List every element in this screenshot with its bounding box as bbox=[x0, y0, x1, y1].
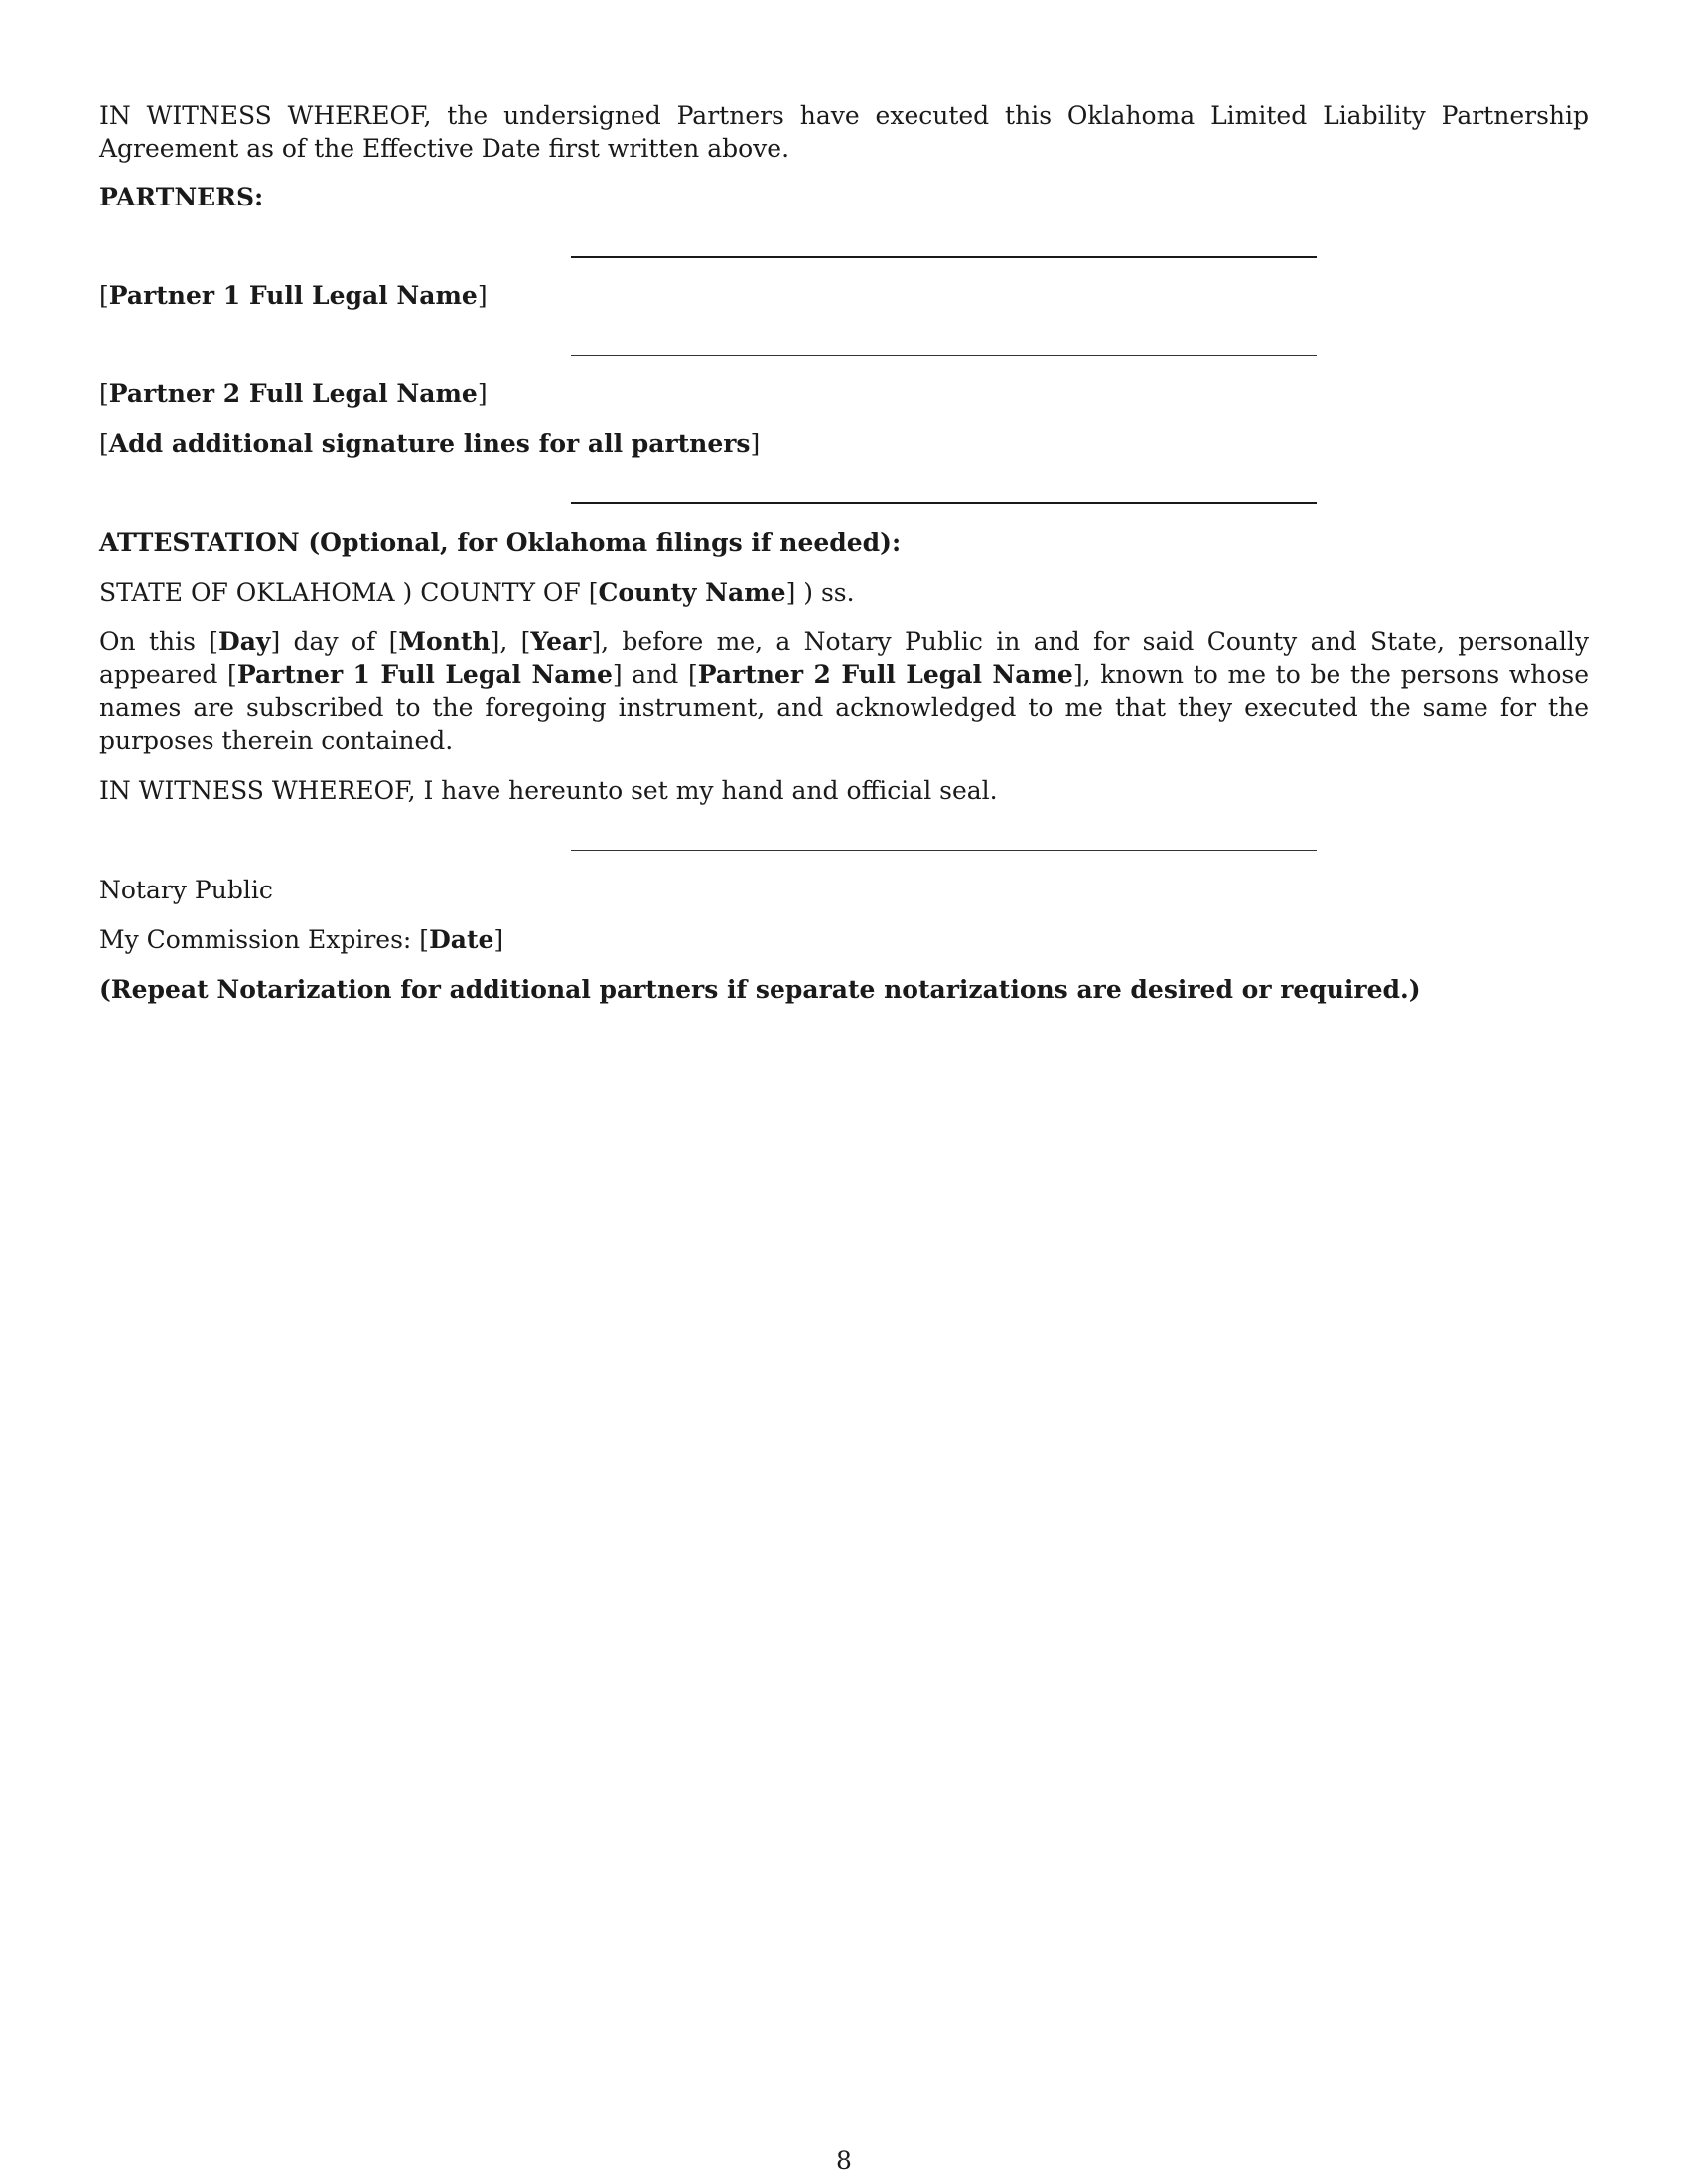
month-field: Month bbox=[398, 627, 491, 656]
venue-line: STATE OF OKLAHOMA ) COUNTY OF [County Name] ) ss. bbox=[99, 578, 855, 607]
county-name: County Name bbox=[598, 578, 786, 607]
commission-expires-line: My Commission Expires: [Date] bbox=[99, 925, 504, 954]
repeat-notarization-note: (Repeat Notarization for additional partners if separate notarizations are desired or required.) bbox=[99, 975, 1421, 1004]
partner-1-name: Partner 1 Full Legal Name bbox=[108, 281, 478, 310]
partner-1-signature-line bbox=[571, 256, 1317, 258]
year-field: Year bbox=[530, 627, 592, 656]
commission-date: Date bbox=[429, 925, 494, 954]
partner-2-signature-line bbox=[571, 355, 1317, 356]
attestation-heading: ATTESTATION (Optional, for Oklahoma filings if needed): bbox=[99, 528, 902, 557]
witness-seal-line: IN WITNESS WHEREOF, I have hereunto set my hand and official seal. bbox=[99, 776, 998, 805]
day-field: Day bbox=[218, 627, 271, 656]
partner-2-name-line: [Partner 2 Full Legal Name] bbox=[99, 379, 488, 408]
notary-public-label: Notary Public bbox=[99, 876, 273, 904]
partner-1-name-line: [Partner 1 Full Legal Name] bbox=[99, 281, 488, 310]
ack-partner-1-name: Partner 1 Full Legal Name bbox=[236, 660, 613, 689]
notary-signature-line bbox=[571, 850, 1317, 851]
witness-paragraph: IN WITNESS WHEREOF, the undersigned Partners have executed this Oklahoma Limited Liability Partnership Agreement as of the Effective Date first written above. bbox=[99, 101, 1589, 163]
additional-signature-line bbox=[571, 502, 1317, 504]
ack-partner-2-name: Partner 2 Full Legal Name bbox=[697, 660, 1073, 689]
acknowledgment-paragraph: On this [Day] day of [Month], [Year], before me, a Notary Public in and for said County and State, personally appeared [Partner 1 Full Legal Name] and [Partner 2 Full Legal Name], known to me to be the persons whose names are subscribed to the foregoing instrument, and acknowledged to me that they executed the same for the purposes therein contained. bbox=[99, 627, 1590, 754]
partners-heading: PARTNERS: bbox=[99, 183, 264, 211]
partner-2-name: Partner 2 Full Legal Name bbox=[108, 379, 478, 408]
page-number: 8 bbox=[836, 2146, 852, 2175]
additional-signatures-note: [Add additional signature lines for all partners] bbox=[99, 429, 761, 458]
